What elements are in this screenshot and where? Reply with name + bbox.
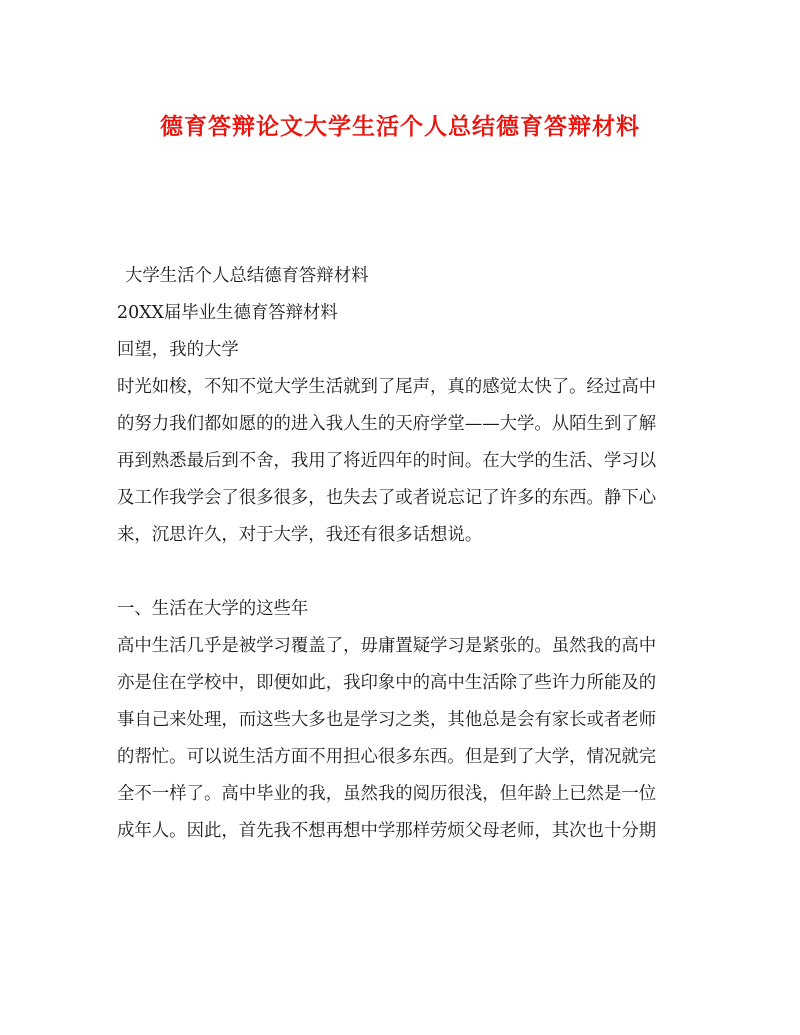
blank-line (117, 554, 687, 591)
section-heading: 回望，我的大学 (117, 340, 239, 360)
body-line: 亦是住在学校中，即便如此，我印象中的高中生活除了些许力所能及的 (117, 673, 657, 693)
body-line: 的帮忙。可以说生活方面不用担心很多东西。但是到了大学，情况就完 (117, 747, 657, 767)
subtitle-line: 大学生活个人总结德育答辩材料 (125, 266, 369, 286)
document-body (117, 258, 687, 850)
body-line: 再到熟悉最后到不舍，我用了将近四年的时间。在大学的生活、学习以 (117, 451, 657, 471)
body-line: 高中生活几乎是被学习覆盖了，毋庸置疑学习是紧张的。虽然我的高中 (117, 636, 657, 656)
body-line: 成年人。因此，首先我不想再想中学那样劳烦父母老师，其次也十分期 (117, 821, 657, 841)
body-line: 时光如梭，不知不觉大学生活就到了尾声，真的感觉太快了。经过高中 (117, 377, 657, 397)
body-line: 20XX届毕业生德育答辩材料 (117, 303, 338, 323)
document-title: 德育答辩论文大学生活个人总结德育答辩材料 (160, 113, 640, 140)
body-line: 的努力我们都如愿的的进入我人生的天府学堂——大学。从陌生到了解 (117, 414, 657, 434)
section-heading: 一、生活在大学的这些年 (117, 599, 309, 619)
body-line: 来，沉思许久，对于大学，我还有很多话想说。 (117, 525, 483, 545)
body-line: 全不一样了。高中毕业的我，虽然我的阅历很浅，但年龄上已然是一位 (117, 784, 657, 804)
body-line: 事自己来处理，而这些大多也是学习之类，其他总是会有家长或者老师 (117, 710, 657, 730)
body-line: 及工作我学会了很多很多，也失去了或者说忘记了许多的东西。静下心 (117, 488, 657, 508)
